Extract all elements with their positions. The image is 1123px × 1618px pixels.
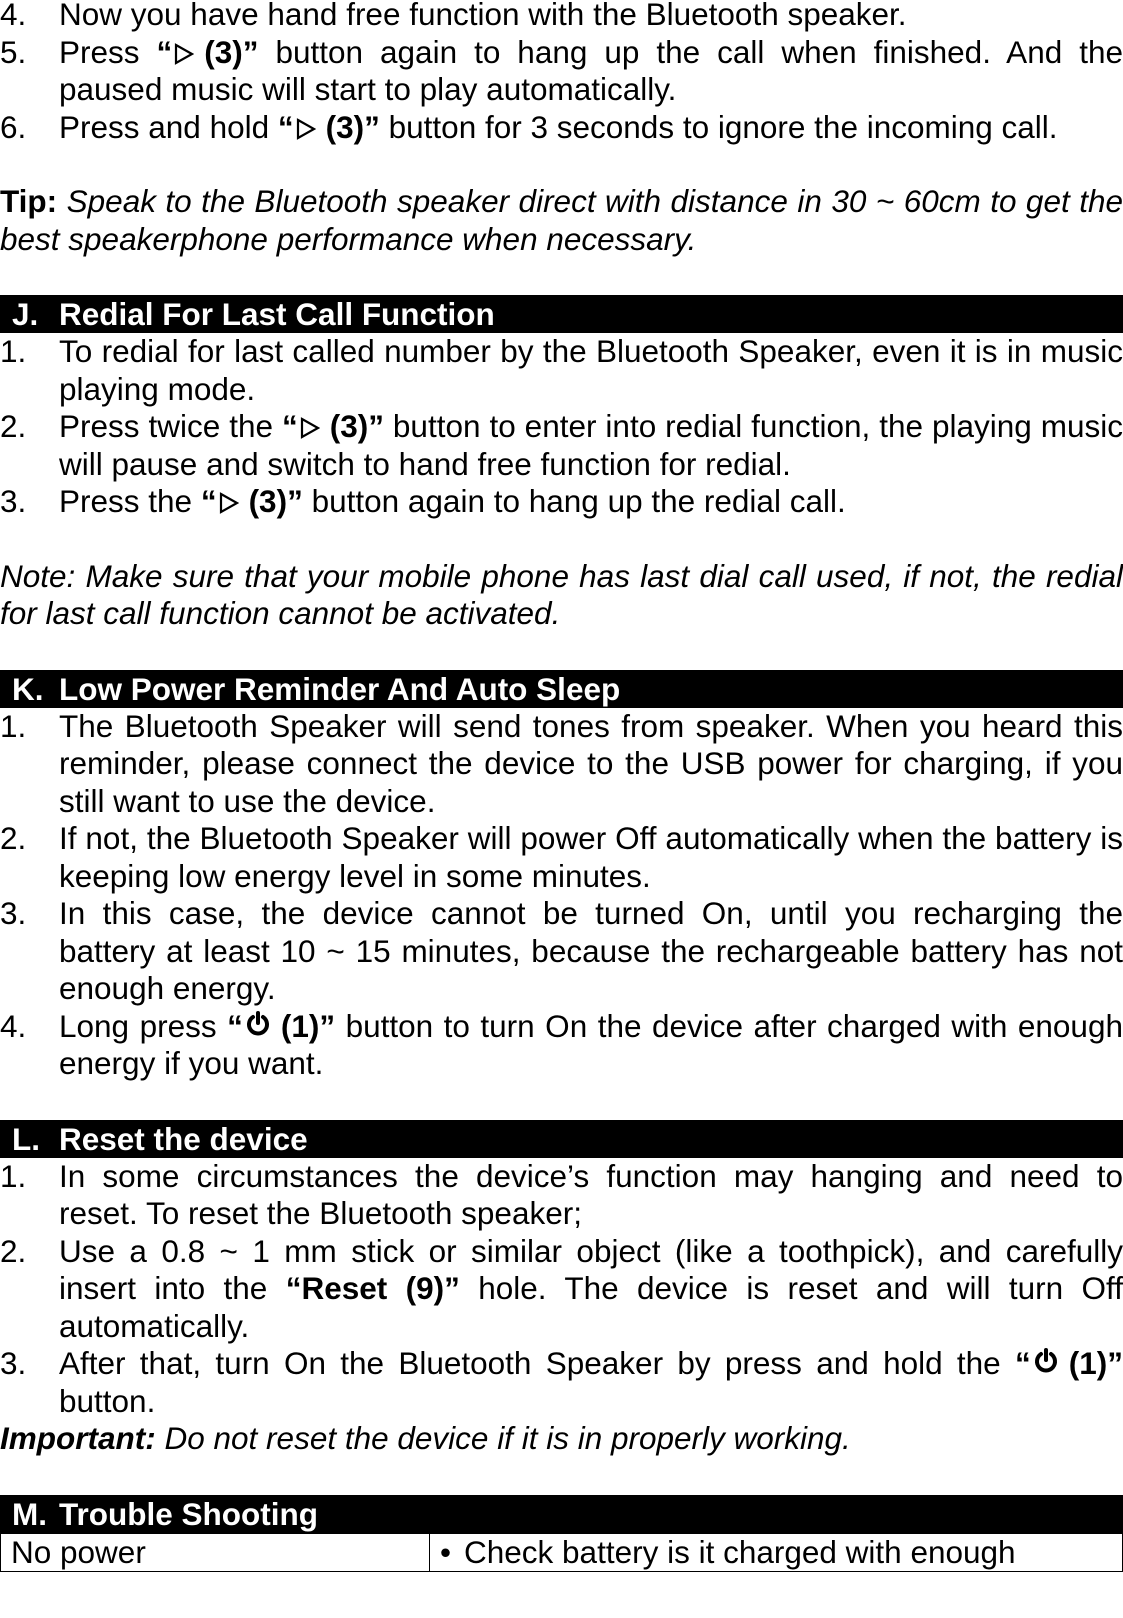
- table-row: [1, 1533, 1123, 1572]
- section-m-header: M. Trouble Shooting: [0, 1495, 1123, 1533]
- solution-cell: • Check battery is it charged with enough: [430, 1533, 1123, 1572]
- section-j-steps: [0, 333, 1123, 521]
- bullet-icon: •: [440, 1533, 452, 1570]
- play-triangle-icon: [296, 118, 316, 140]
- section-k-steps: [0, 708, 1123, 1083]
- list-item: 1. To redial for last called number by the Bluetooth Speaker, even it is in music playing mode.: [0, 333, 1123, 407]
- list-item: 4. Long press “ (1)” button to turn On the device after charged with enough energy if you want.: [0, 1007, 1123, 1081]
- list-item: 3. After that, turn On the Bluetooth Speaker by press and hold the “ (1)” button.: [0, 1345, 1123, 1419]
- tip-paragraph: Tip: Speak to the Bluetooth speaker direct with distance in 30 ~ 60cm to get the best speakerphone performance when necessary.: [0, 183, 1123, 257]
- note-paragraph: Note: Make sure that your mobile phone has last dial call used, if not, the redial for last call function cannot be activated.: [0, 557, 1123, 631]
- play-triangle-icon: [174, 43, 194, 65]
- play-triangle-icon: [219, 492, 239, 514]
- list-item: 2. Press twice the “ (3)” button to enter into redial function, the playing music will pause and switch to hand free function for redial.: [0, 408, 1123, 482]
- list-item: 2. Use a 0.8 ~ 1 mm stick or similar object (like a toothpick), and carefully insert into the “Reset (9)” hole. The device is reset and will turn Off automatically.: [0, 1232, 1123, 1344]
- section-k-header: K. Low Power Reminder And Auto Sleep: [0, 670, 1123, 708]
- list-item: 3. Press the “ (3)” button again to hang up the redial call.: [0, 483, 846, 519]
- section-l-steps: [0, 1158, 1123, 1421]
- list-item: 4. Now you have hand free function with the Bluetooth speaker.: [0, 0, 907, 32]
- list-item: 1. In some circumstances the device’s function may hanging and need to reset. To reset the Bluetooth speaker;: [0, 1157, 1123, 1231]
- list-item: 5. Press “ (3)” button again to hang up the call when finished. And the paused music will start to play automatically.: [0, 33, 1123, 107]
- list-item: 2. If not, the Bluetooth Speaker will power Off automatically when the battery is keeping low energy level in some minutes.: [0, 820, 1123, 894]
- power-icon: [245, 1010, 271, 1038]
- trouble-shooting-table: [0, 1533, 1123, 1573]
- section-j-header: J. Redial For Last Call Function: [0, 295, 1123, 333]
- list-item: 6. Press and hold “ (3)” button for 3 seconds to ignore the incoming call.: [0, 108, 1058, 145]
- power-icon: [1033, 1347, 1059, 1375]
- section-l-header: L. Reset the device: [0, 1120, 1123, 1158]
- intro-steps: [0, 0, 1123, 146]
- play-triangle-icon: [300, 417, 320, 439]
- important-paragraph: Important: Do not reset the device if it is in properly working.: [0, 1420, 851, 1456]
- list-item: 3. In this case, the device cannot be turned On, until you recharging the battery at least 10 ~ 15 minutes, because the rechargeable battery has not enough energy.: [0, 895, 1123, 1006]
- list-item: 1. The Bluetooth Speaker will send tones from speaker. When you heard this reminder, please connect the device to the USB power for charging, if you still want to use the device.: [0, 707, 1123, 819]
- problem-cell: No power: [1, 1533, 430, 1572]
